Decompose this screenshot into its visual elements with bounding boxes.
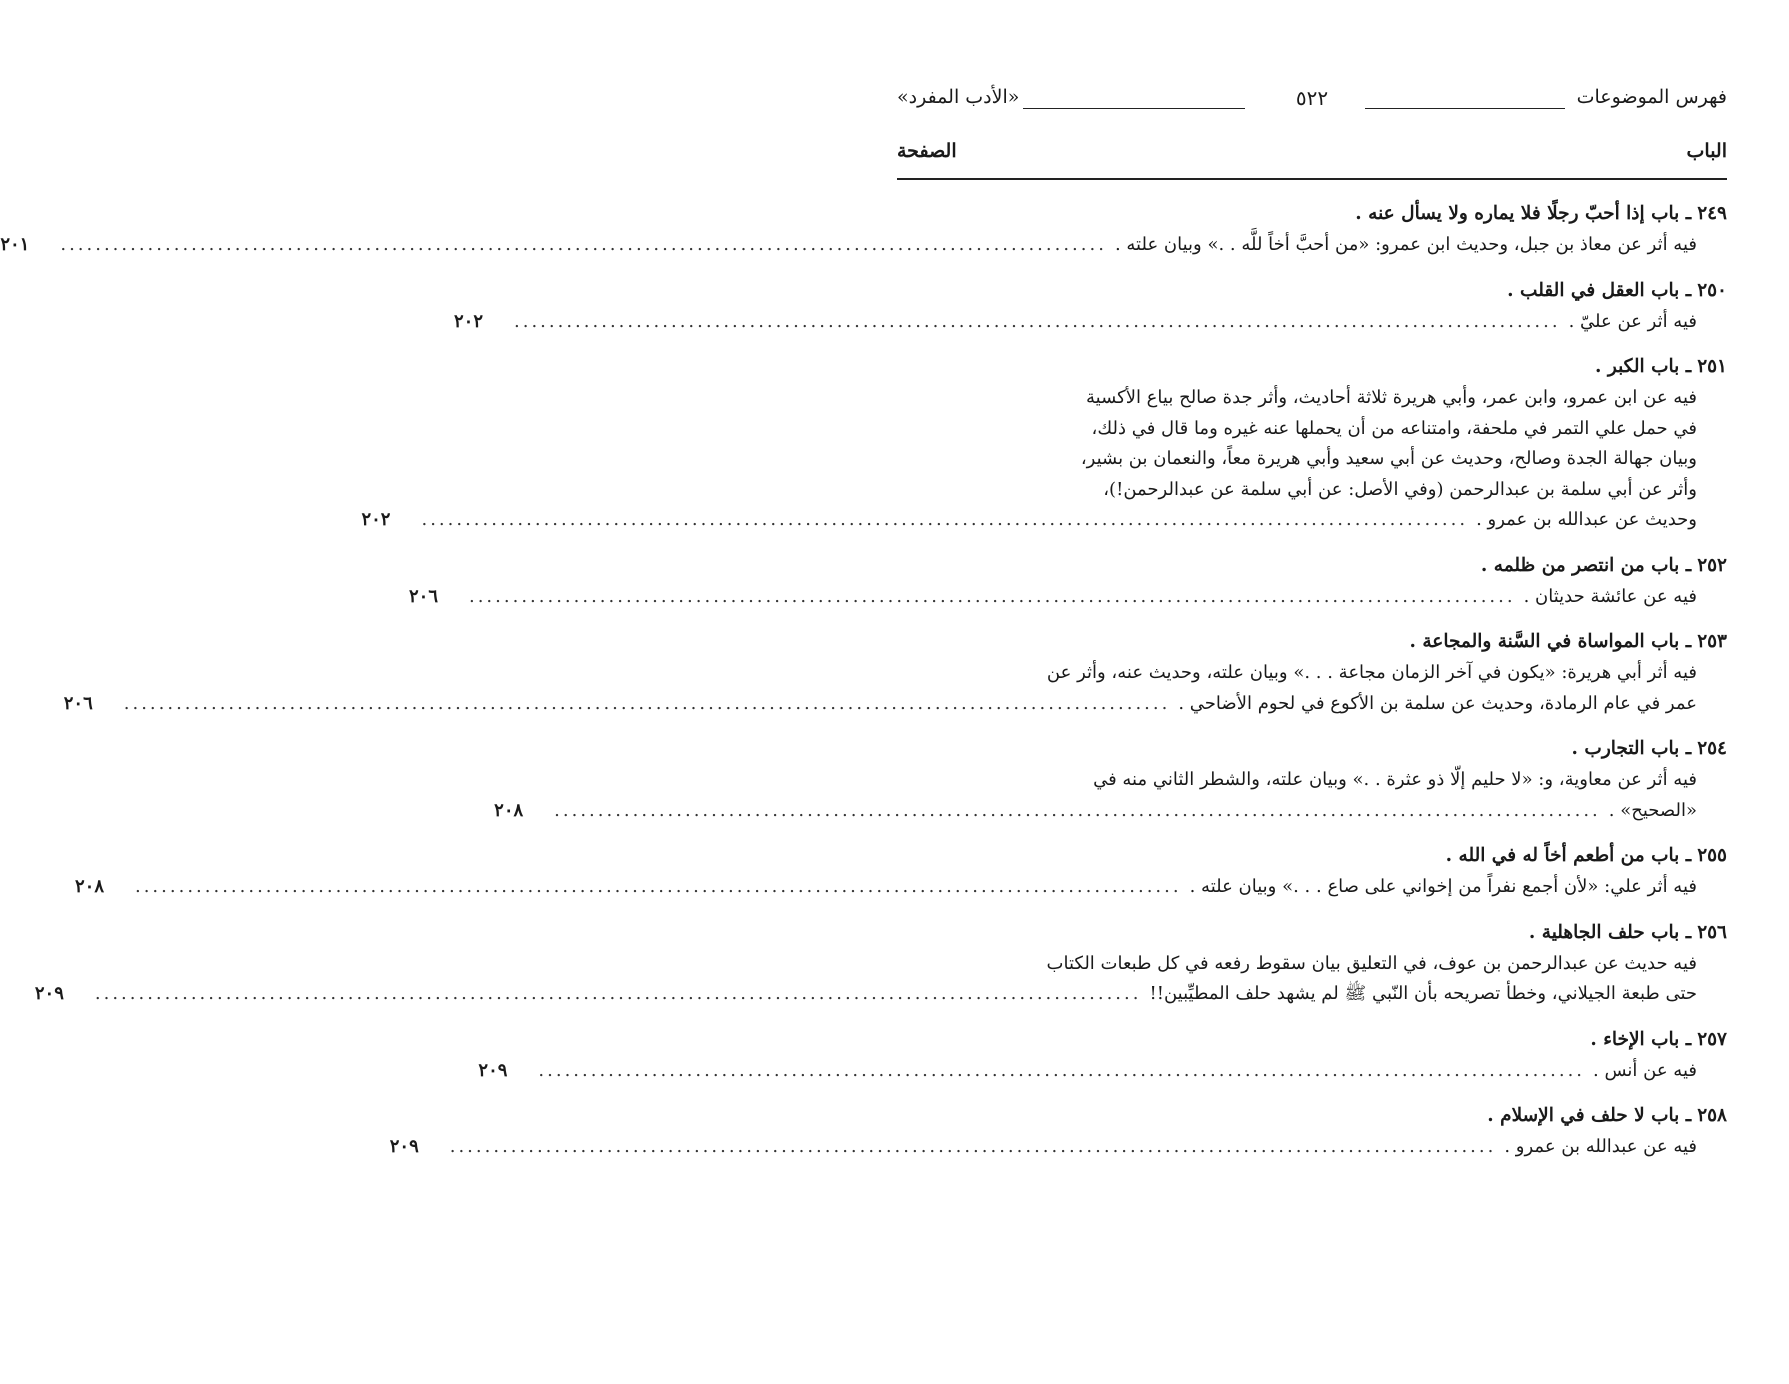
page-ref[interactable]: ٢٠٦	[63, 692, 93, 714]
entry-description: فيه عن عبدالله بن عمرو .	[1504, 1136, 1697, 1157]
page-ref[interactable]: ٢٠٨	[74, 876, 104, 897]
dot-leader: ........................................................................................................................	[421, 509, 1469, 530]
entry-line	[897, 444, 1727, 475]
entry-line	[63, 689, 1727, 720]
dot-leader: ........................................................................................................................	[449, 1136, 1497, 1157]
running-header	[897, 86, 1727, 116]
entry-line	[897, 475, 1727, 506]
entry-heading	[897, 198, 1727, 230]
entry-line	[897, 949, 1727, 980]
entry-title: ـ باب لا حلف في الإسلام .	[1487, 1105, 1692, 1126]
page-ref[interactable]: ٢٠٨	[494, 799, 524, 821]
entry-number: ٢٥١	[1697, 356, 1727, 377]
entry-description: فيه أثر عن معاذ بن جبل، وحديث ابن عمرو: «من أحبَّ أخاً للَّه . .» وبيان علته .	[1114, 234, 1697, 255]
entry-line	[897, 765, 1727, 796]
page-ref[interactable]: ٢٠٢	[361, 509, 391, 530]
entry-heading	[897, 733, 1727, 765]
entry-heading	[897, 1100, 1727, 1132]
entry-heading	[897, 351, 1727, 383]
entry-heading	[897, 275, 1727, 307]
page-ref[interactable]: ٢٠٩	[34, 983, 64, 1004]
entry-number: ٢٥٥	[1697, 845, 1727, 866]
toc-entry	[408, 550, 1727, 613]
entry-number: ٢٥٧	[1697, 1028, 1727, 1050]
toc-entries	[0, 198, 1727, 1177]
entry-title: ـ باب من أطعم أخاً له في الله .	[1445, 845, 1692, 866]
entry-description: وحديث عن عبدالله بن عمرو .	[1476, 509, 1697, 530]
entry-description: حتى طبعة الجيلاني، وخطأ تصريحه بأن النّبي ﷺ لم يشهد حلف المطيِّبين!!	[1149, 983, 1697, 1004]
entry-heading	[897, 917, 1727, 949]
entry-description: فيه أثر عن عليّ .	[1568, 310, 1697, 332]
entry-line	[34, 979, 1727, 1010]
toc-entry	[34, 917, 1727, 1010]
entry-line	[478, 1056, 1727, 1087]
entry-line	[897, 414, 1727, 445]
page-ref[interactable]: ٢٠٦	[408, 585, 438, 607]
entry-title: ـ باب الكبر .	[1595, 356, 1692, 377]
header-rule-left	[1023, 108, 1245, 109]
entry-description: وأثر عن أبي سلمة بن عبدالرحمن (وفي الأصل: عن أبي سلمة عن عبدالرحمن!)،	[1103, 478, 1697, 500]
entry-description: فيه عن عائشة حديثان .	[1523, 585, 1697, 607]
toc-entry	[361, 351, 1727, 536]
entry-description: فيه أثر أبي هريرة: «يكون في آخر الزمان مجاعة . . .» وبيان علته، وحديث عنه، وأثر عن	[1046, 662, 1697, 683]
section-title: فهرس الموضوعات	[1576, 86, 1727, 108]
entry-number: ٢٥٤	[1697, 738, 1727, 759]
dot-leader: ........................................................................................................................	[554, 799, 1601, 821]
toc-entry	[389, 1100, 1727, 1163]
dot-leader: ........................................................................................................................	[134, 876, 1182, 897]
entry-heading	[897, 550, 1727, 582]
entry-title: ـ باب إذا أحبّ رجلًا فلا يماره ولا يسأل عنه .	[1355, 203, 1692, 224]
entry-description: عمر في عام الرمادة، وحديث عن سلمة بن الأكوع في لحوم الأضاحي .	[1178, 692, 1697, 714]
entry-title: ـ باب من انتصر من ظلمه .	[1480, 554, 1692, 576]
toc-entry	[454, 275, 1727, 338]
chapter-column-heading: الباب	[1686, 140, 1727, 162]
entry-title: ـ باب المواساة في السَّنة والمجاعة .	[1409, 631, 1692, 652]
entry-line	[494, 796, 1727, 827]
page-ref[interactable]: ٢٠١	[0, 234, 30, 255]
dot-leader: ........................................................................................................................	[94, 983, 1142, 1004]
page-ref[interactable]: ٢٠٢	[454, 310, 484, 332]
entry-line	[0, 230, 1727, 261]
entry-number: ٢٥٢	[1697, 554, 1727, 576]
entry-description: في حمل علي التمر في ملحفة، وامتناعه من أن يحملها عنه غيره وما قال في ذلك،	[1091, 417, 1697, 439]
toc-entry	[478, 1024, 1727, 1087]
page-number: ٥٢٢	[1295, 86, 1329, 110]
entry-title: ـ باب حلف الجاهلية .	[1528, 921, 1692, 943]
entry-title: ـ باب العقل في القلب .	[1507, 279, 1692, 301]
header-rule-right	[1365, 108, 1565, 109]
entry-number: ٢٥٠	[1697, 279, 1727, 301]
toc-entry	[63, 626, 1727, 719]
toc-entry	[74, 840, 1727, 903]
page-column-heading: الصفحة	[897, 140, 957, 162]
entry-title: ـ باب التجارب .	[1571, 738, 1692, 759]
entry-line	[454, 307, 1727, 338]
entry-number: ٢٥٦	[1697, 921, 1727, 943]
dot-leader: ........................................................................................................................	[60, 234, 1107, 255]
entry-number: ٢٥٣	[1697, 631, 1727, 652]
entry-description: وبيان جهالة الجدة وصالح، وحديث عن أبي سعيد وأبي هريرة معاً، والنعمان بن بشير،	[1080, 448, 1697, 469]
entry-title: ـ باب الإخاء .	[1590, 1028, 1692, 1050]
entry-description: فيه أثر عن معاوية، و: «لا حليم إلّا ذو عثرة . .» وبيان علته، والشطر الثاني منه في	[1093, 769, 1697, 790]
dot-leader: ........................................................................................................................	[538, 1059, 1586, 1081]
dot-leader: ........................................................................................................................	[514, 310, 1561, 332]
column-headings	[897, 140, 1727, 176]
entry-description: فيه حديث عن عبدالرحمن بن عوف، في التعليق بيان سقوط رفعه في كل طبعات الكتاب	[1046, 952, 1697, 974]
entry-heading	[897, 626, 1727, 658]
entry-line	[897, 383, 1727, 414]
book-title: «الأدب المفرد»	[897, 86, 1020, 108]
dot-leader: ........................................................................................................................	[468, 585, 1516, 607]
entry-description: فيه عن ابن عمرو، وابن عمر، وأبي هريرة ثلاثة أحاديث، وأثر جدة صالح بياع الأكسية	[1085, 387, 1697, 408]
entry-line	[408, 582, 1727, 613]
entry-number: ٢٤٩	[1697, 203, 1727, 224]
entry-line	[897, 658, 1727, 689]
dot-leader: ........................................................................................................................	[123, 692, 1171, 714]
entry-description: فيه أثر علي: «لأن أجمع نفراً من إخواني على صاع . . .» وبيان علته .	[1189, 876, 1697, 897]
heading-divider	[897, 178, 1727, 180]
entry-description: «الصحيح» .	[1608, 799, 1697, 821]
page-ref[interactable]: ٢٠٩	[478, 1059, 508, 1081]
entry-description: فيه عن أنس .	[1593, 1059, 1697, 1081]
entry-line	[389, 1132, 1727, 1163]
entry-heading	[897, 1024, 1727, 1056]
toc-entry	[0, 198, 1727, 261]
entry-line	[361, 505, 1727, 536]
entry-line	[74, 872, 1727, 903]
toc-entry	[494, 733, 1727, 826]
entry-heading	[897, 840, 1727, 872]
entry-number: ٢٥٨	[1697, 1105, 1727, 1126]
page-ref[interactable]: ٢٠٩	[389, 1136, 419, 1157]
